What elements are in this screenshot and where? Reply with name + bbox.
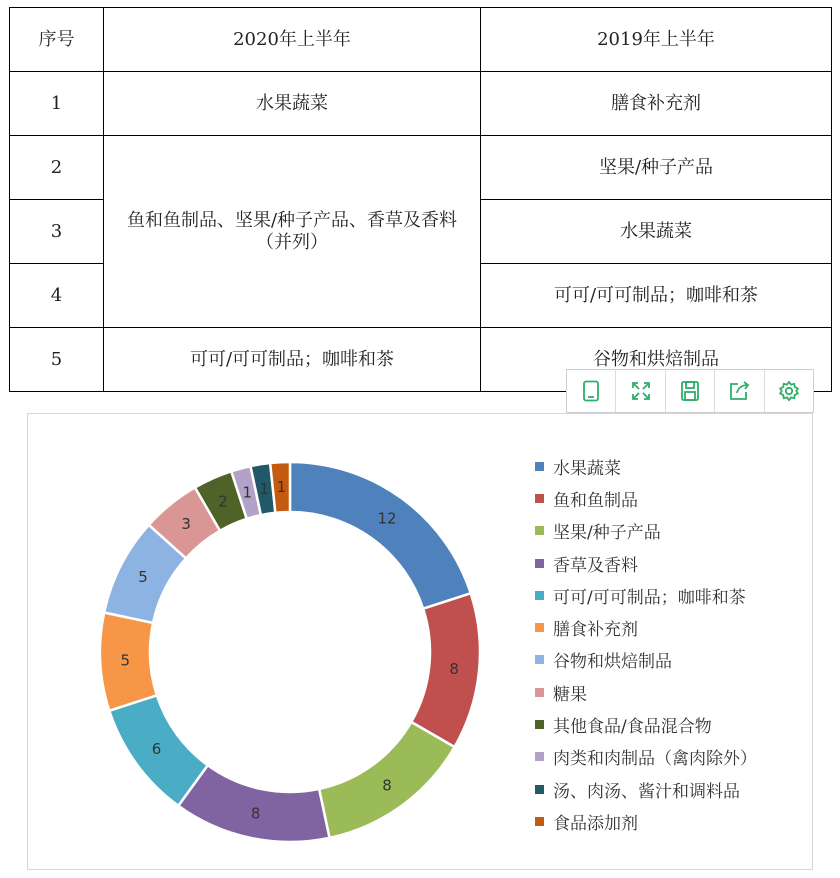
- share-icon[interactable]: [715, 370, 764, 412]
- legend-label: 坚果/种子产品: [553, 523, 661, 544]
- chart-container: [27, 413, 813, 870]
- slice-data-label: 8: [382, 776, 392, 795]
- cell-2019: 可可/可可制品；咖啡和茶: [481, 264, 832, 328]
- slice-data-label: 2: [218, 492, 228, 511]
- legend-swatch: [535, 785, 544, 794]
- legend-swatch: [535, 591, 544, 600]
- legend-item: [535, 547, 757, 579]
- ranking-table: [9, 7, 832, 392]
- legend-swatch: [535, 526, 544, 535]
- legend-swatch: [535, 655, 544, 664]
- legend-item: [535, 450, 757, 482]
- legend-label: 可可/可可制品；咖啡和茶: [553, 587, 746, 608]
- slice-data-label: 1: [276, 478, 287, 497]
- cell-2019: 坚果/种子产品: [481, 136, 832, 200]
- slice-data-label: 5: [138, 568, 148, 587]
- slice-data-label: 8: [449, 660, 459, 679]
- legend-item: [535, 805, 757, 837]
- header-2019: 2019年上半年: [481, 8, 832, 72]
- slice-data-label: 5: [120, 651, 130, 670]
- donut-slice: [290, 462, 471, 609]
- slice-data-label: 3: [181, 514, 191, 533]
- legend-label: 汤、肉汤、酱汁和调料品: [553, 781, 740, 802]
- slice-data-label: 12: [377, 509, 397, 528]
- legend-label: 水果蔬菜: [553, 458, 621, 479]
- legend-swatch: [535, 559, 544, 568]
- rank-cell: 2: [10, 136, 104, 200]
- chart-legend: [535, 450, 757, 838]
- legend-swatch: [535, 688, 544, 697]
- legend-item: [535, 676, 757, 708]
- header-2020: 2020年上半年: [104, 8, 481, 72]
- legend-item: [535, 741, 757, 773]
- table-row: [10, 72, 832, 136]
- slice-data-label: 6: [151, 739, 162, 758]
- legend-item: [535, 579, 757, 611]
- cell-2019: 膳食补充剂: [481, 72, 832, 136]
- slice-data-label: 1: [259, 480, 269, 499]
- legend-swatch: [535, 623, 544, 632]
- legend-item: [535, 644, 757, 676]
- donut-slice: [411, 593, 480, 747]
- legend-swatch: [535, 462, 544, 471]
- legend-label: 膳食补充剂: [553, 620, 638, 641]
- rank-cell: 1: [10, 72, 104, 136]
- legend-swatch: [535, 494, 544, 503]
- save-icon[interactable]: [666, 370, 715, 412]
- legend-label: 食品添加剂: [553, 813, 638, 834]
- cell-2020: 可可/可可制品；咖啡和茶: [104, 328, 481, 392]
- cell-2019: 水果蔬菜: [481, 200, 832, 264]
- legend-label: 其他食品/食品混合物: [553, 717, 712, 738]
- legend-swatch: [535, 720, 544, 729]
- legend-label: 香草及香料: [553, 555, 638, 576]
- legend-swatch: [535, 817, 544, 826]
- table-row: [10, 136, 832, 200]
- cell-2020: 水果蔬菜: [104, 72, 481, 136]
- cell-2020: 鱼和鱼制品、坚果/种子产品、香草及香料（并列）: [104, 136, 481, 328]
- legend-label: 鱼和鱼制品: [553, 490, 638, 511]
- rank-cell: 3: [10, 200, 104, 264]
- legend-item: [535, 773, 757, 805]
- legend-swatch: [535, 752, 544, 761]
- rank-cell: 5: [10, 328, 104, 392]
- slice-data-label: 1: [242, 483, 253, 502]
- legend-label: 肉类和肉制品（禽肉除外）: [553, 749, 757, 770]
- fullscreen-icon[interactable]: [616, 370, 665, 412]
- cell-2019: 谷物和烘焙制品: [481, 328, 832, 392]
- legend-item: [535, 482, 757, 514]
- chart-toolbar: [566, 369, 814, 413]
- legend-label: 谷物和烘焙制品: [553, 652, 672, 673]
- legend-item: [535, 515, 757, 547]
- legend-item: [535, 708, 757, 740]
- settings-icon[interactable]: [765, 370, 813, 412]
- rank-cell: 4: [10, 264, 104, 328]
- header-rank: 序号: [10, 8, 104, 72]
- table-header-row: [10, 8, 832, 72]
- legend-item: [535, 611, 757, 643]
- tablet-icon[interactable]: [567, 370, 616, 412]
- legend-label: 糖果: [553, 684, 587, 705]
- slice-data-label: 8: [250, 804, 261, 823]
